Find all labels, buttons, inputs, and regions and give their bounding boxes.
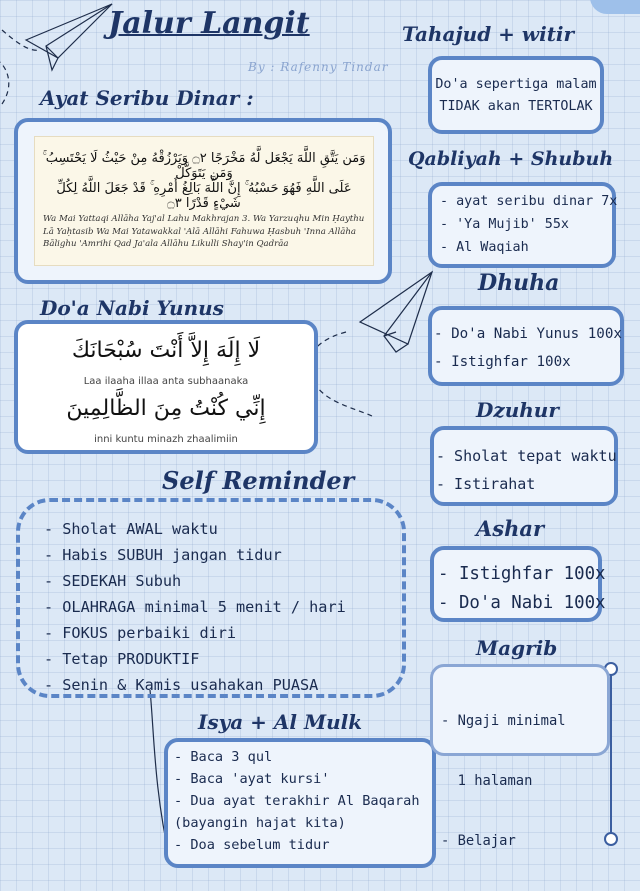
list-item: - OLAHRAGA minimal 5 menit / hari [44,598,346,616]
tahajud-line: Do'a sepertiga malam [435,77,597,92]
plane-trail-middle [309,332,372,416]
ayat-seribu-dinar-heading: Ayat Seribu Dinar : [40,86,254,110]
ashar-heading: Ashar [476,516,545,541]
isya-heading: Isya + Al Mulk [198,710,363,734]
list-item: - Doa sebelum tidur [174,837,330,853]
list-item: - Istighfar 100x [438,564,606,584]
tahajud-line: TIDAK akan TERTOLAK [439,99,593,114]
self-reminder-list [44,516,346,698]
ayat-seribu-dinar-card [14,118,392,284]
ayat-quran-excerpt [34,136,374,266]
list-item: - Senin & Kamis usahakan PUASA [44,676,319,694]
ashar-card [430,546,606,622]
tahajud-heading: Tahajud + witir [402,22,575,46]
decor-rail [610,664,612,840]
tahajud-card [428,56,604,134]
list-item: - SEDEKAH Subuh [44,572,182,590]
list-item: - Sholat tepat waktu [436,447,617,465]
list-item: - Tetap PRODUKTIF [44,650,200,668]
list-item: - Do'a Nabi Yunus 100x [434,326,622,342]
list-item: 1 halaman [441,773,533,789]
decor-rail-knob-bottom [604,832,618,846]
tahajud-text [432,74,600,118]
self-reminder-heading: Self Reminder [162,466,355,495]
yunus-arabic-line-1: لَا إِلَهَ إِلاَّ أَنْتَ سُبْحَانَكَ [71,338,261,363]
list-item: (bayangin hajat kita) [174,815,346,831]
magrib-card [430,664,610,849]
ayat-arabic-line-2: عَلَى اللَّهِ فَهُوَ حَسْبُهُ ۚ إِنَّ اللَّهَ بَالِغُ أَمْرِهِ ۚ قَدْ جَعَلَ اللَّهُ لِكُلِّ شَيْءٍ قَدْرًا ۝٣ [56,181,352,211]
yunus-arabic-line-2: إِنِّي كُنْتُ مِنَ الظَّالِمِينَ [66,396,266,421]
list-item: - Baca 'ayat kursi' [174,771,330,787]
list-item: - Al Waqiah [440,240,529,255]
dzuhur-heading: Dzuhur [476,398,559,422]
dzuhur-card [430,426,618,506]
plane-trail-swirl [2,30,40,50]
isya-card [164,738,436,868]
list-item: - Do'a Nabi 100x [438,593,606,613]
ashar-list [438,560,606,618]
paper-plane-icon [300,262,440,422]
list-item: - Ngaji minimal [441,713,566,729]
list-item: - Baca 3 qul [174,749,273,765]
dhuha-heading: Dhuha [478,270,560,296]
dzuhur-list [436,442,617,498]
ayat-arabic-line-1: وَمَن يَتَّقِ اللَّهَ يَجْعَل لَّهُ مَخْرَجًا ۝٢ وَيَرْزُقْهُ مِنْ حَيْثُ لَا يَحْتَسِبُ ۚ وَمَن يَتَوَكَّلْ [42,151,366,181]
list-item: - FOKUS perbaiki diri [44,624,237,642]
list-item: - Dua ayat terakhir Al Baqarah [174,793,420,809]
list-item: - Belajar [441,833,516,849]
doa-nabi-yunus-heading: Do'a Nabi Yunus [40,296,224,320]
qabliyah-card [428,182,616,268]
magrib-heading: Magrib [476,636,558,660]
corner-blob [590,0,640,14]
yunus-transliteration-1: Laa ilaaha illaa anta subhaanaka [83,376,249,387]
page-title: Jalur Langit [108,6,310,41]
isya-list [174,746,420,856]
dhuha-list [434,320,622,376]
list-item: - 'Ya Mujib' 55x [440,217,569,232]
dhuha-card [428,306,624,386]
plane-trail-left [0,62,9,104]
list-item: - Istirahat [436,475,536,493]
ayat-transliteration: Wa Mai Yattaqi Allāha Yaj'al Lahu Makhrajan 3. Wa Yarzuqhu Min Ḥaythu Lā Yaḥtasib Wa Mai Yatawakkal 'Alā Allāhi Fahuwa Ḥasbuh 'Inna Allāha Bālighu 'Amrihi Qad Ja'ala Allāhu Likulli Shay'in Qadrāa [43,214,365,249]
magrib-list [441,671,566,891]
list-item: - Istighfar 100x [434,354,571,370]
list-item: - Sholat AWAL waktu [44,520,218,538]
qabliyah-list [440,190,617,259]
doa-nabi-yunus-card [14,320,318,454]
qabliyah-heading: Qabliyah + Shubuh [408,148,614,170]
byline: By : Rafenny Tindar [248,60,389,74]
list-item: - ayat seribu dinar 7x [440,194,618,209]
self-reminder-card [16,498,406,698]
list-item: - Habis SUBUH jangan tidur [44,546,282,564]
yunus-transliteration-2: inni kuntu minazh zhaalimiin [94,434,238,445]
